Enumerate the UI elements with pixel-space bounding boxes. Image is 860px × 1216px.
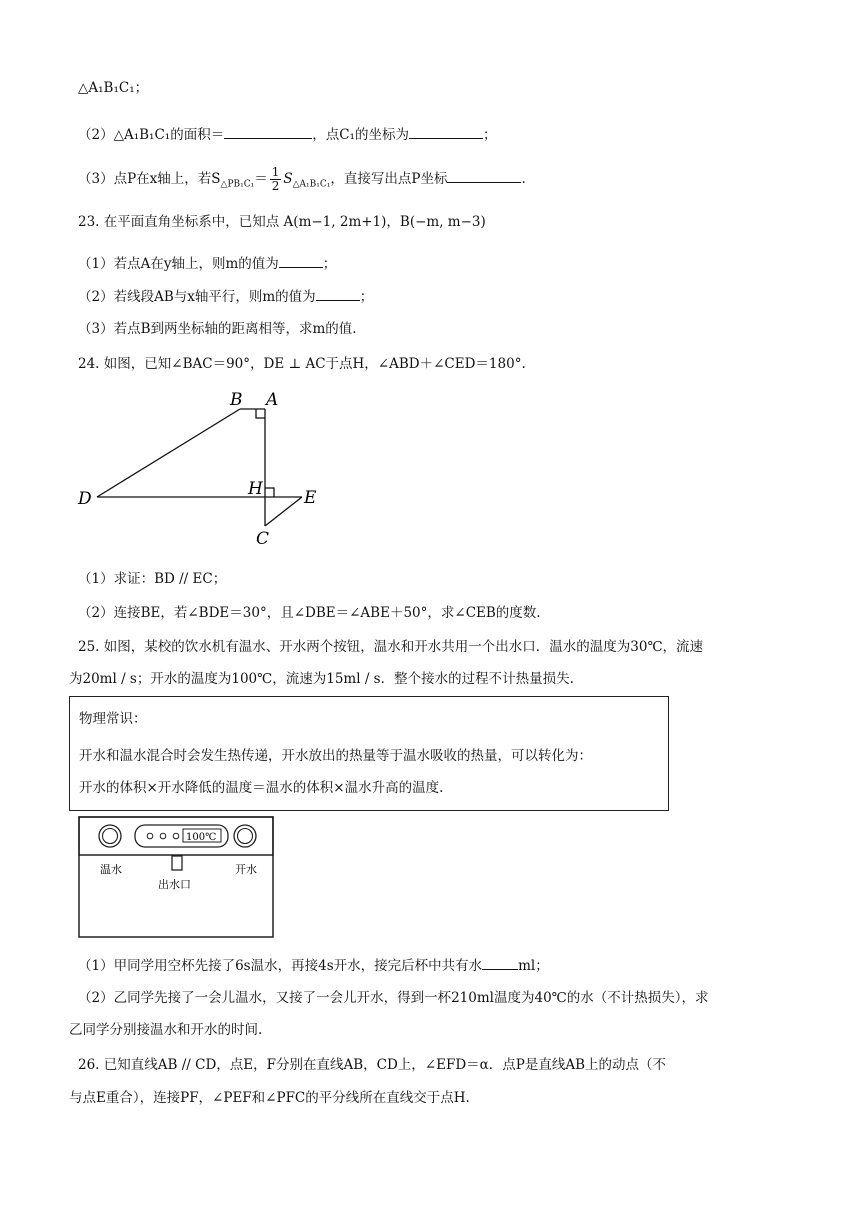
indicator-light: [147, 833, 153, 839]
warm-water-label: 温水: [100, 863, 122, 876]
warm-button[interactable]: [99, 825, 121, 847]
q24-stem: 24. 如图，已知∠BAC＝90°，DE ⊥ AC于点H，∠ABD＋∠CED＝180°.: [78, 356, 526, 372]
answer-blank: [447, 168, 521, 183]
answer-blank: [224, 124, 312, 139]
label-A: A: [266, 390, 279, 410]
q23-stem: 23. 在平面直角坐标系中，已知点 A(m−1, 2m+1)，B(−m, m−3): [78, 214, 486, 230]
box-title: 物理常识：: [79, 711, 147, 727]
answer-blank: [316, 286, 360, 301]
q23-part2: （2）若线段AB与x轴平行，则m的值为 ；: [78, 286, 373, 307]
indicator-light: [173, 833, 179, 839]
control-panel: [79, 817, 273, 855]
q22-part3: （3）点P在x轴上，若$S_{\triangle PB_1C_1}=$ $\frac{1}{2}$ $S_{\triangle A_1B_1C_1}$，直接写出点P坐标 .: [78, 165, 526, 193]
q23-part1: （1）若点A在y轴上，则m的值为 ；: [78, 253, 336, 274]
q24-part2: （2）连接BE，若∠BDE＝30°，且∠DBE＝∠ABE＋50°，求∠CEB的度数.: [78, 605, 541, 621]
q26-line2: 与点E重合），连接PF，∠PEF和∠PFC的平分线所在直线交于点H.: [69, 1090, 470, 1106]
q25-part1: （1）甲同学用空杯先接了6s温水，再接4s开水，接完后杯中共有水 ml；: [78, 955, 549, 976]
q25-part2-line1: （2）乙同学先接了一会儿温水，又接了一会儿开水，得到一杯210ml温度为40℃的水（不计热损失），求: [78, 990, 709, 1006]
label-E: E: [304, 488, 317, 508]
outlet-label: 出水口: [158, 878, 191, 891]
label-D: D: [78, 489, 92, 509]
label-C: C: [256, 529, 270, 549]
temperature-display-value: 100℃: [186, 832, 217, 843]
right-angle-mark-A: [256, 409, 265, 418]
q25-part2-line2: 乙同学分别接温水和开水的时间.: [69, 1022, 263, 1038]
fraction-one-half: $\frac{1}{2}$: [271, 165, 280, 193]
q24-geometry-figure: [70, 385, 340, 550]
segment-BD: [97, 409, 240, 497]
water-outlet: [172, 856, 182, 870]
water-dispenser-figure: [78, 816, 276, 941]
indicator-light: [160, 833, 166, 839]
physics-note-box: [69, 696, 669, 811]
answer-blank: [279, 253, 323, 268]
hot-water-label: 开水: [235, 863, 257, 876]
q25-stem-line1: 25. 如图，某校的饮水机有温水、开水两个按钮，温水和开水共用一个出水口．温水的温度为30℃，流速: [78, 639, 704, 655]
label-B: B: [230, 390, 243, 410]
hot-button[interactable]: [234, 825, 256, 847]
q22-continuation: △A₁B₁C₁；: [78, 80, 149, 96]
answer-blank: [409, 124, 483, 139]
right-angle-mark-H: [265, 488, 274, 497]
dispenser-body: [79, 817, 273, 937]
q25-stem-line2: 为20ml / s；开水的温度为100℃，流速为15ml / s．整个接水的过程不计热量损失.: [69, 671, 574, 687]
segment-CE: [265, 497, 302, 526]
box-line-1: 开水和温水混合时会发生热传递，开水放出的热量等于温水吸收的热量，可以转化为：: [79, 748, 592, 764]
answer-blank: [482, 955, 518, 970]
q26-line1: 26. 已知直线AB // CD，点E，F分别在直线AB，CD上，∠EFD＝α．点P是直线AB上的动点（不: [78, 1057, 667, 1073]
q22-part2: （2）△A₁B₁C₁的面积＝ ，点C₁的坐标为 ；: [78, 124, 496, 145]
box-line-2: 开水的体积×开水降低的温度＝温水的体积×温水升高的温度.: [79, 780, 444, 796]
q24-part1: （1）求证：BD // EC；: [78, 571, 227, 587]
q23-part3: （3）若点B到两坐标轴的距离相等，求m的值.: [78, 321, 357, 337]
label-H: H: [248, 479, 263, 499]
